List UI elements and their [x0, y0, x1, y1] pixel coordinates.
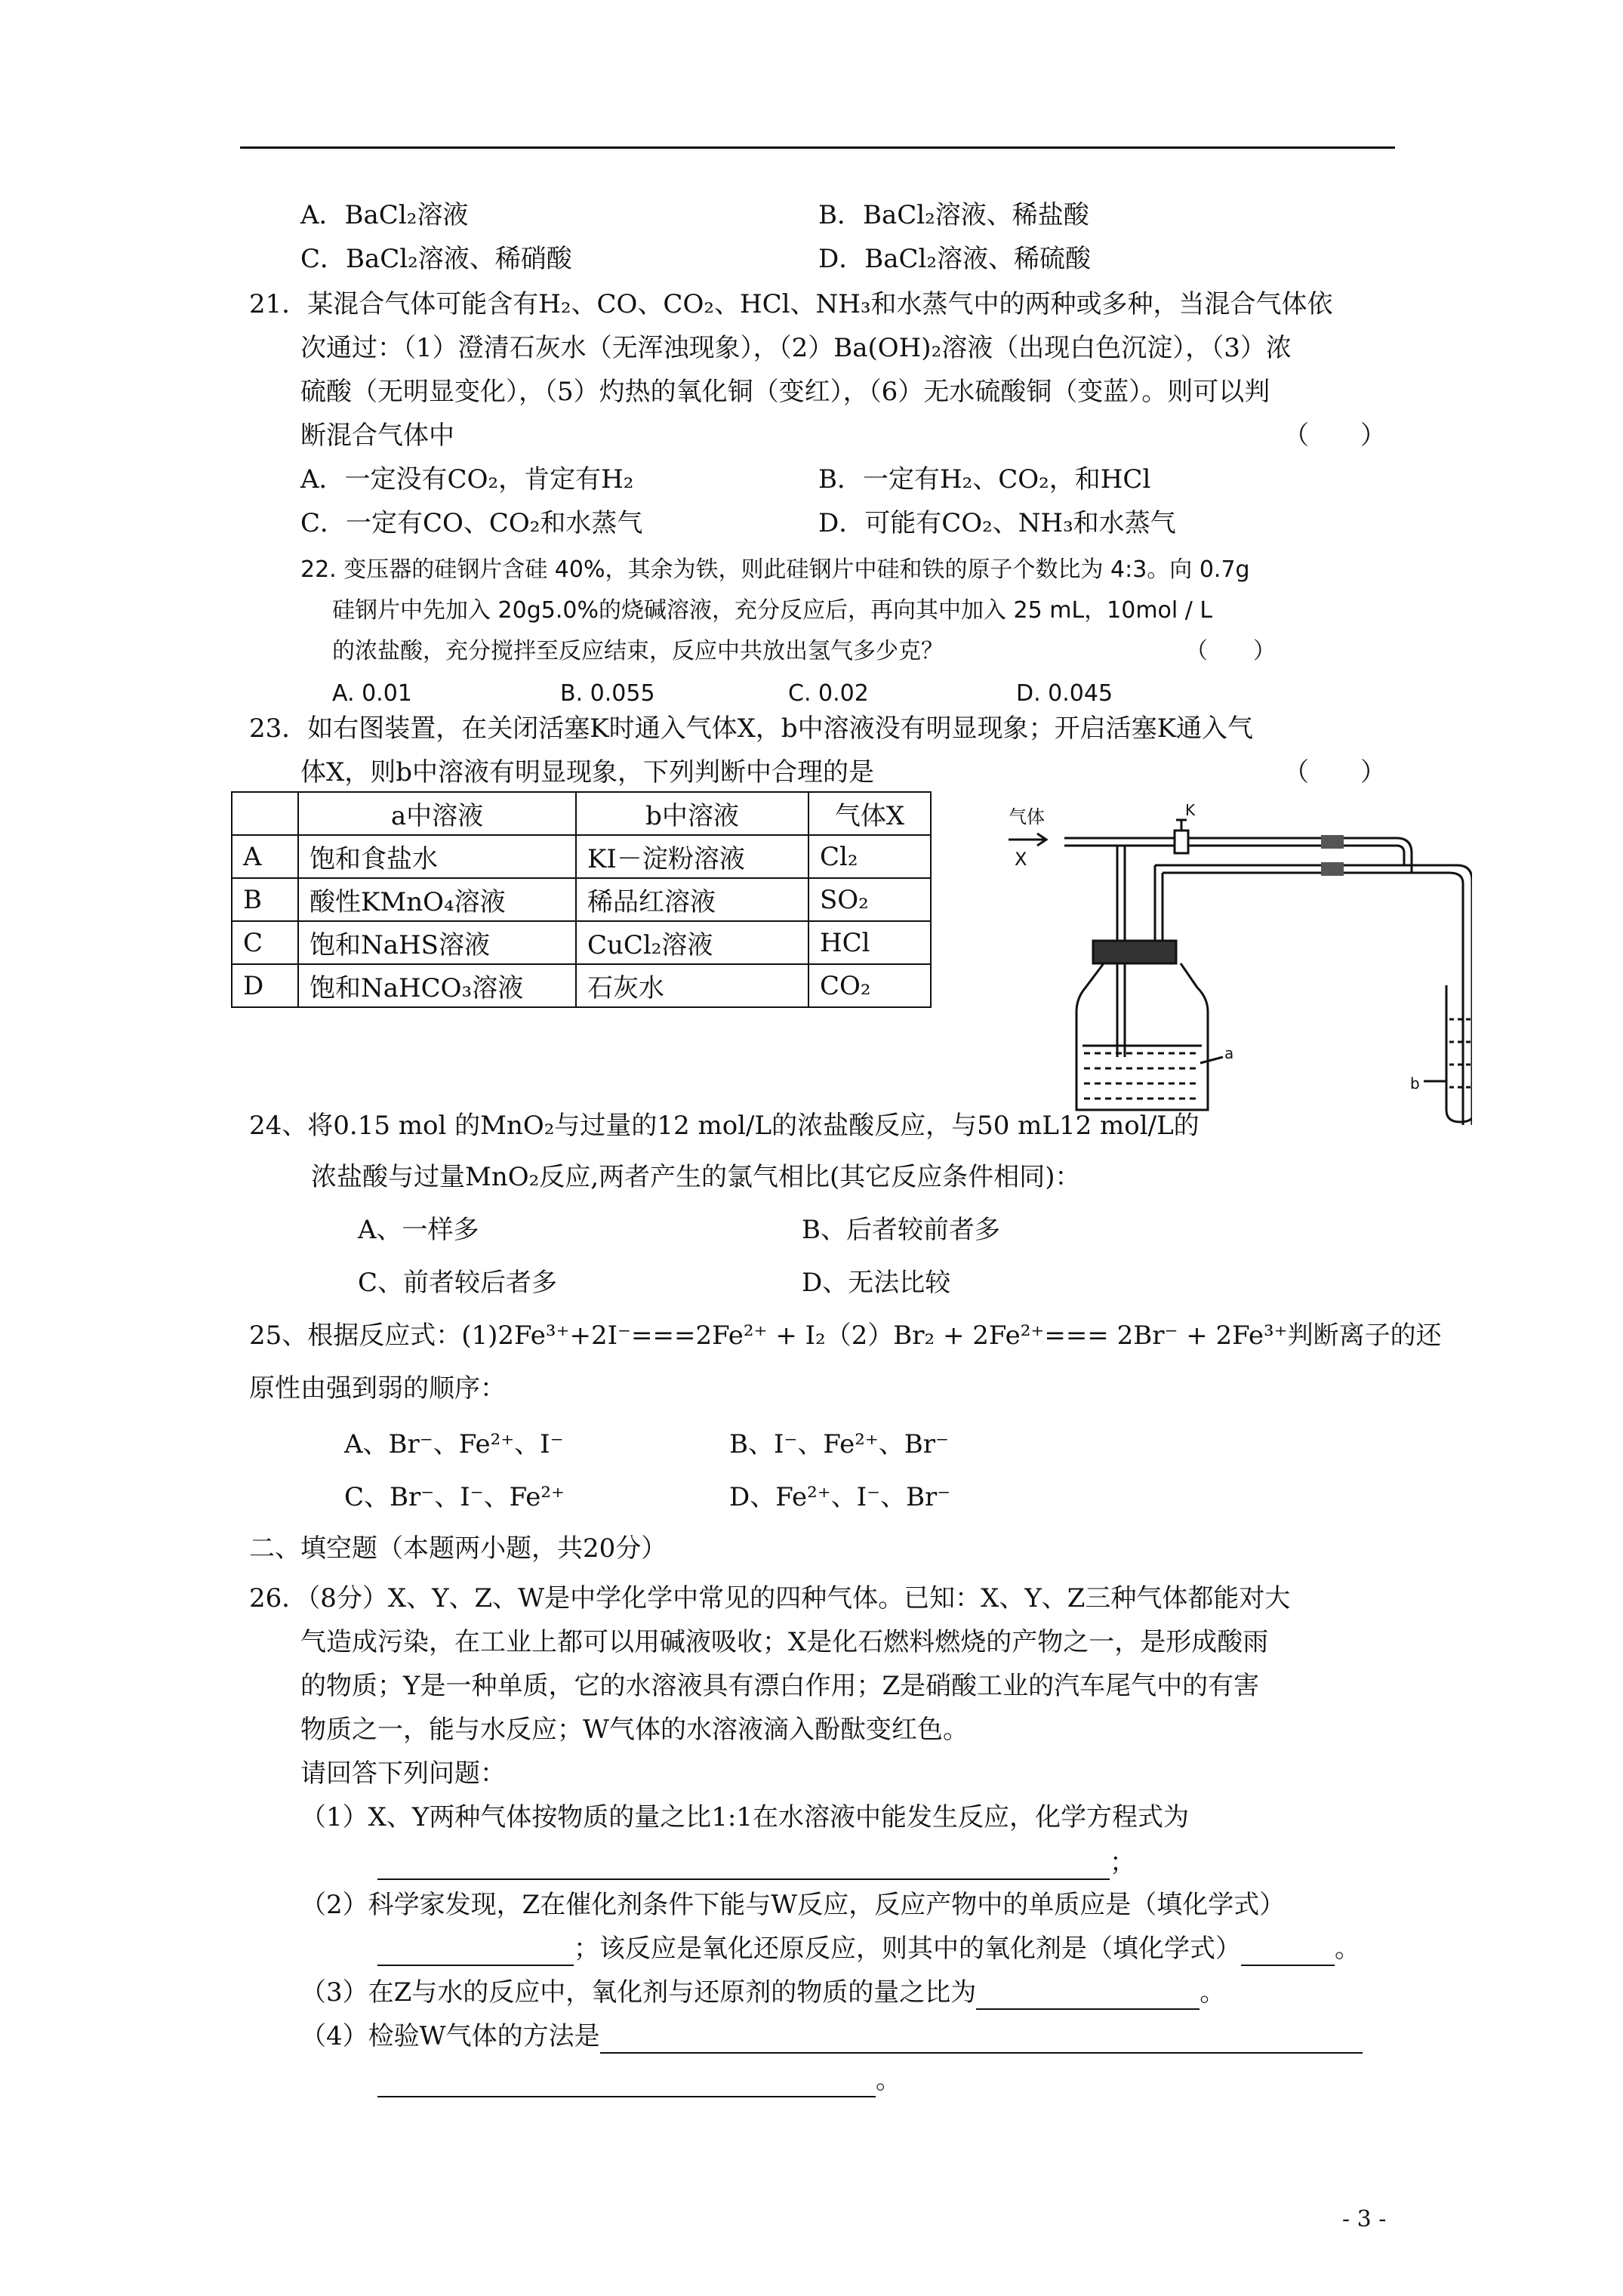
- page-number: - 3 -: [1342, 2206, 1387, 2233]
- q26-line2: 气造成污染，在工业上都可以用碱液吸收；X是化石燃料燃烧的产物之一，是形成酸雨: [300, 1627, 1269, 1657]
- answer-blank-2b[interactable]: [1241, 1939, 1335, 1966]
- q23-options-table: [231, 791, 932, 1008]
- q26-sub4-row: [300, 2019, 1363, 2054]
- q25-line2: 原性由强到弱的顺序：: [249, 1373, 506, 1404]
- q26-sub2a: （2）科学家发现，Z在催化剂条件下能与W反应，反应产物中的单质应是（填化学式）: [300, 1890, 1286, 1920]
- q20-option-d: D．BaCl₂溶液、稀硫酸: [818, 244, 1092, 274]
- q25-option-d: D、Fe²⁺、I⁻、Br⁻: [729, 1482, 951, 1512]
- q21-line4: 断混合气体中: [300, 421, 454, 451]
- q21-answer-paren: （ ）: [1283, 421, 1386, 451]
- q26-sub2-end: 。: [1335, 1934, 1360, 1964]
- q26-sub2b: ；该反应是氧化还原反应，则其中的氧化剂是（填化学式）: [574, 1934, 1241, 1964]
- q22-option-c: C. 0.02: [788, 680, 869, 707]
- q25-option-a: A、Br⁻、Fe²⁺、I⁻: [344, 1429, 564, 1459]
- q21-option-b: B．一定有H₂、CO₂，和HCl: [818, 464, 1151, 495]
- table-row: [232, 878, 931, 921]
- q21-line1: 21．某混合气体可能含有H₂、CO、CO₂、HCl、NH₃和水蒸气中的两种或多种，当混合气体依: [249, 289, 1333, 319]
- answer-blank-3[interactable]: [976, 1983, 1200, 2010]
- q22-line3: 的浓盐酸，充分搅拌至反应结束，反应中共放出氢气多少克？: [332, 638, 944, 664]
- q22-answer-paren: （ ）: [1185, 638, 1276, 664]
- q21-option-d: D．可能有CO₂、NH₃和水蒸气: [818, 508, 1176, 538]
- q24-option-c: C、前者较后者多: [358, 1268, 558, 1298]
- table-cell: CuCl₂溶液: [576, 921, 808, 964]
- fig-label-b: b: [1410, 1074, 1420, 1093]
- table-header-cell: a中溶液: [298, 792, 576, 835]
- table-row: [232, 964, 931, 1007]
- q23-line1: 23．如右图装置，在关闭活塞K时通入气体X，b中溶液没有明显现象；开启活塞K通入气: [249, 713, 1254, 744]
- table-cell: B: [232, 878, 298, 921]
- q26-sub1-answer-row: [377, 1845, 1135, 1880]
- q22-option-a: A. 0.01: [332, 680, 412, 707]
- table-row: [232, 835, 931, 878]
- q21-line2: 次通过：（1）澄清石灰水（无浑浊现象），（2）Ba(OH)₂溶液（出现白色沉淀），（3）浓: [300, 333, 1292, 363]
- fig-label-gas: 气体: [1009, 806, 1045, 827]
- gas-apparatus-figure: [1004, 793, 1472, 1125]
- table-header-cell: 气体X: [808, 792, 931, 835]
- q21-option-c: C．一定有CO、CO₂和水蒸气: [300, 508, 643, 538]
- answer-blank-1[interactable]: [377, 1853, 1110, 1880]
- table-cell: D: [232, 964, 298, 1007]
- q26-line3: 的物质；Y是一种单质，它的水溶液具有漂白作用；Z是硝酸工业的汽车尾气中的有害: [300, 1671, 1260, 1701]
- q26-line1: 26．（8分）X、Y、Z、W是中学化学中常见的四种气体。已知：X、Y、Z三种气体都能对大: [249, 1583, 1291, 1613]
- q24-line2: 浓盐酸与过量MnO₂反应,两者产生的氯气相比(其它反应条件相同)：: [311, 1162, 1081, 1192]
- answer-blank-2a[interactable]: [377, 1939, 574, 1966]
- table-cell: 石灰水: [576, 964, 808, 1007]
- table-cell: 饱和食盐水: [298, 835, 576, 878]
- q22-line2: 硅钢片中先加入 20g5.0%的烧碱溶液，充分反应后，再向其中加入 25 mL，10mol / L: [332, 597, 1213, 624]
- table-header-cell: b中溶液: [576, 792, 808, 835]
- table-cell: SO₂: [808, 878, 931, 921]
- table-cell: Cl₂: [808, 835, 931, 878]
- q20-option-a: A．BaCl₂溶液: [300, 200, 469, 230]
- q26-sub3-end: 。: [1200, 1977, 1226, 2008]
- fig-label-x: X: [1015, 849, 1027, 870]
- answer-blank-4b[interactable]: [377, 2070, 876, 2097]
- section-heading: 二、填空题（本题两小题，共20分）: [249, 1533, 667, 1564]
- q26-sub3-row: [300, 1975, 1225, 2010]
- q26-sub4-end: 。: [876, 2065, 901, 2095]
- q21-line3: 硫酸（无明显变化），（5）灼热的氧化铜（变红），（6）无水硫酸铜（变蓝）。则可以判: [300, 377, 1270, 407]
- q26-line4: 物质之一，能与水反应；W气体的水溶液滴入酚酞变红色。: [300, 1715, 969, 1745]
- fig-label-a: a: [1224, 1044, 1234, 1062]
- table-cell: 酸性KMnO₄溶液: [298, 878, 576, 921]
- q26-sub2b-row: [377, 1931, 1360, 1966]
- q26-sub3: （3）在Z与水的反应中，氧化剂与还原剂的物质的量之比为: [300, 1977, 977, 2008]
- q25-option-c: C、Br⁻、I⁻、Fe²⁺: [344, 1482, 565, 1512]
- q23-answer-paren: （ ）: [1283, 757, 1386, 787]
- table-header-cell: [232, 792, 298, 835]
- q20-option-c: C．BaCl₂溶液、稀硝酸: [300, 244, 572, 274]
- q23-line2: 体X，则b中溶液有明显现象，下列判断中合理的是: [300, 757, 874, 787]
- stopper: [1093, 941, 1176, 963]
- fig-label-k: K: [1185, 801, 1196, 819]
- answer-blank-4a[interactable]: [600, 2026, 1363, 2054]
- q26-sub1: （1）X、Y两种气体按物质的量之比1:1在水溶液中能发生反应，化学方程式为: [300, 1802, 1189, 1832]
- table-cell: HCl: [808, 921, 931, 964]
- q22-line1: 22. 变压器的硅钢片含硅 40%，其余为铁，则此硅钢片中硅和铁的原子个数比为 4:3。向 0.7g: [300, 556, 1250, 583]
- q26-sub4: （4）检验W气体的方法是: [300, 2021, 600, 2051]
- q22-option-b: B. 0.055: [560, 680, 655, 707]
- q24-line1: 24、将0.15 mol 的MnO₂与过量的12 mol/L的浓盐酸反应，与50 mL12 mol/L的: [249, 1111, 1200, 1141]
- q21-option-a: A．一定没有CO₂，肯定有H₂: [300, 464, 634, 495]
- table-cell: 稀品红溶液: [576, 878, 808, 921]
- q26-sub4-row2: [377, 2063, 901, 2097]
- q26-prompt: 请回答下列问题：: [300, 1758, 506, 1789]
- q22-option-d: D. 0.045: [1016, 680, 1113, 707]
- table-header-row: [232, 792, 931, 835]
- q24-option-b: B、后者较前者多: [802, 1215, 1000, 1245]
- table-cell: 饱和NaHS溶液: [298, 921, 576, 964]
- table-row: [232, 921, 931, 964]
- q26-sub1-end: ；: [1110, 1848, 1135, 1878]
- q24-option-d: D、无法比较: [802, 1268, 951, 1298]
- table-cell: C: [232, 921, 298, 964]
- table-cell: A: [232, 835, 298, 878]
- q25-line1: 25、根据反应式：(1)2Fe³⁺+2I⁻===2Fe²⁺ + I₂（2）Br₂ + 2Fe²⁺=== 2Br⁻ + 2Fe³⁺判断离子的还: [249, 1321, 1442, 1351]
- table-cell: 饱和NaHCO₃溶液: [298, 964, 576, 1007]
- header-rule: [240, 146, 1395, 149]
- q24-option-a: A、一样多: [358, 1215, 479, 1245]
- q20-option-b: B．BaCl₂溶液、稀盐酸: [818, 200, 1089, 230]
- q25-option-b: B、I⁻、Fe²⁺、Br⁻: [729, 1429, 949, 1459]
- table-cell: CO₂: [808, 964, 931, 1007]
- table-cell: KI－淀粉溶液: [576, 835, 808, 878]
